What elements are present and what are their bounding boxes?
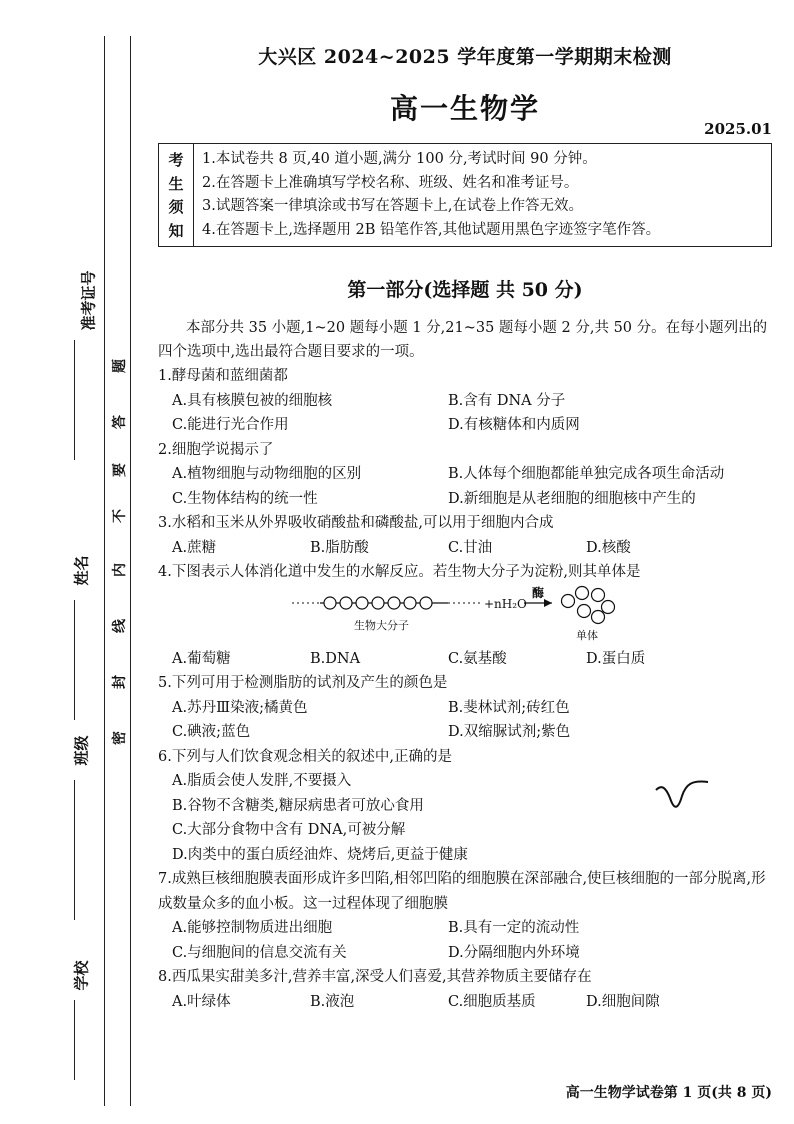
answer-option[interactable]: B.含有 DNA 分子 (448, 392, 566, 409)
seal-char: 不 (112, 509, 128, 523)
option-group (158, 696, 772, 745)
handwritten-check-mark (652, 776, 712, 816)
question-stem: 8.西瓜果实甜美多汁,营养丰富,深受人们喜爱,其营养物质主要储存在 (158, 969, 592, 985)
answer-option[interactable]: D.双缩脲试剂;紫色 (448, 724, 571, 740)
option-group (158, 647, 772, 672)
answer-option[interactable]: B.DNA (310, 650, 361, 667)
answer-option[interactable]: D.细胞间隙 (586, 993, 660, 1010)
question-stem: 3.水稻和玉米从外界吸收硝酸盐和磷酸盐,可以用于细胞内合成 (158, 515, 554, 531)
free-monomer-circle (592, 588, 605, 601)
free-monomer-circle (578, 604, 591, 617)
answer-option[interactable]: A.具有核膜包被的细胞核 (172, 392, 333, 409)
reaction-arrow-head (544, 599, 552, 607)
field-line-exam-number[interactable] (74, 340, 75, 460)
answer-option[interactable]: C.与细胞间的信息交流有关 (172, 944, 347, 961)
answer-option[interactable]: A.蔗糖 (172, 539, 217, 556)
question-stem: 4.下图表示人体消化道中发生的水解反应。若生物大分子为淀粉,则其单体是 (158, 564, 641, 580)
option-group (158, 389, 772, 438)
exam-date: 2025.01 (704, 120, 772, 138)
answer-option[interactable]: B.人体每个细胞都能单独完成各项生命活动 (448, 466, 725, 482)
question-stem: 2.细胞学说揭示了 (158, 441, 274, 458)
notice-label-char: 生 (168, 174, 184, 193)
option-group (158, 462, 772, 511)
answer-option[interactable]: C.细胞质基质 (448, 993, 536, 1010)
polymer-label: 生物大分子 (354, 618, 409, 632)
notice-label (159, 144, 194, 246)
question-stem: 5.下列可用于检测脂肪的试剂及产生的颜色是 (158, 675, 448, 691)
option-group (158, 536, 772, 561)
answer-option[interactable]: C.碘液;蓝色 (172, 724, 251, 740)
section-title: 第一部分(选择题 共 50 分) (347, 279, 583, 301)
section-intro: 本部分共 35 小题,1~20 题每小题 1 分,21~35 题每小题 2 分,共 50 分。在每小题列出的四个选项中,选出最符合题目要求的一项。 (158, 320, 768, 360)
notice-box (158, 143, 772, 247)
answer-option[interactable]: D.新细胞是从老细胞的细胞核中产生的 (448, 490, 696, 507)
polymer-monomer-circle (340, 597, 352, 609)
seal-char: 密 (112, 731, 128, 745)
notice-label-char: 考 (168, 151, 184, 170)
answer-option[interactable]: D.有核糖体和内质网 (448, 417, 580, 433)
answer-option[interactable]: D.蛋白质 (586, 650, 646, 667)
field-label-class: 班级 (72, 735, 91, 766)
seal-char: 内 (112, 563, 128, 577)
question-stem: 7.成熟巨核细胞膜表面形成许多凹陷,相邻凹陷的细胞膜在深部融合,使巨核细胞的一部分脱离,形成数量众多的血小板。这一过程体现了细胞膜 (158, 871, 766, 912)
seal-char: 答 (112, 415, 128, 429)
hydrolysis-diagram (158, 585, 772, 647)
subject-title: 高一生物学 (389, 92, 540, 125)
notice-item: 4.在答题卡上,选择题用 2B 铅笔作答,其他试题用黑色字迹签字笔作答。 (202, 221, 661, 238)
polymer-monomer-circle (324, 597, 336, 609)
field-label-exam-number: 准考证号 (79, 270, 98, 331)
free-monomer-circle (592, 610, 605, 623)
polymer-monomer-circle (420, 597, 432, 609)
answer-option[interactable]: A.能够控制物质进出细胞 (172, 920, 333, 936)
answer-option[interactable]: C.甘油 (448, 539, 493, 556)
answer-option[interactable]: B.液泡 (310, 993, 355, 1010)
binding-margin (0, 0, 140, 1124)
seal-char: 题 (112, 359, 128, 373)
answer-option[interactable]: A.叶绿体 (172, 993, 231, 1010)
notice-item: 2.在答题卡上准确填写学校名称、班级、姓名和准考证号。 (202, 174, 579, 191)
seal-char: 线 (112, 619, 128, 633)
polymer-monomer-circle (404, 597, 416, 609)
binding-line-inner (104, 36, 105, 1106)
field-label-school: 学校 (72, 960, 91, 991)
notice-items (194, 144, 771, 246)
notice-label-char: 须 (168, 198, 184, 217)
answer-option[interactable]: D.肉类中的蛋白质经油炸、烧烤后,更益于健康 (172, 846, 468, 863)
field-line-name[interactable] (74, 600, 75, 720)
page-footer: 高一生物学试卷第 1 页(共 8 页) (565, 1085, 772, 1101)
answer-option[interactable]: B.脂肪酸 (310, 539, 369, 556)
polymer-monomer-circle (356, 597, 368, 609)
notice-label-char: 知 (168, 221, 184, 240)
answer-option[interactable]: D.分隔细胞内外环境 (448, 944, 580, 961)
polymer-monomer-circle (372, 597, 384, 609)
notice-item: 1.本试卷共 8 页,40 道小题,满分 100 分,考试时间 90 分钟。 (202, 151, 597, 167)
field-line-class[interactable] (74, 780, 75, 920)
answer-option[interactable]: A.脂质会使人发胖,不要摄入 (172, 773, 352, 789)
option-group (158, 916, 772, 965)
answer-option[interactable]: C.能进行光合作用 (172, 417, 289, 433)
answer-option[interactable]: B.具有一定的流动性 (448, 920, 580, 936)
field-line-school[interactable] (74, 1000, 75, 1080)
answer-option[interactable]: B.谷物不含糖类,糖尿病患者可放心食用 (172, 797, 424, 814)
enzyme-label: 酶 (532, 585, 545, 600)
exam-page (158, 42, 772, 1014)
answer-option[interactable]: A.苏丹Ⅲ染液;橘黄色 (172, 699, 308, 716)
question-list (158, 364, 772, 1014)
seal-char: 要 (112, 463, 128, 477)
answer-option[interactable]: C.大部分食物中含有 DNA,可被分解 (172, 822, 406, 838)
question-stem: 6.下列与人们饮食观念相关的叙述中,正确的是 (158, 748, 452, 765)
hydrolysis-svg (158, 585, 772, 647)
option-group (158, 990, 772, 1015)
seal-char: 封 (112, 675, 128, 689)
free-monomer-circle (602, 600, 615, 613)
answer-option[interactable]: A.葡萄糖 (172, 650, 231, 667)
question-stem: 1.酵母菌和蓝细菌都 (158, 368, 288, 384)
free-monomer-circle (576, 586, 589, 599)
answer-option[interactable]: D.核酸 (586, 539, 631, 556)
answer-option[interactable]: B.斐林试剂;砖红色 (448, 699, 570, 716)
monomer-label: 单体 (576, 628, 598, 642)
binding-line-outer (130, 36, 131, 1106)
answer-option[interactable]: A.植物细胞与动物细胞的区别 (172, 466, 362, 482)
free-monomer-circle (562, 594, 575, 607)
polymer-monomer-circle (388, 597, 400, 609)
field-label-name: 姓名 (72, 555, 91, 586)
answer-option[interactable]: C.氨基酸 (448, 650, 507, 667)
answer-option[interactable]: C.生物体结构的统一性 (172, 490, 318, 507)
exam-title: 大兴区 2024~2025 学年度第一学期期末检测 (258, 46, 672, 68)
water-label: +nH₂O (484, 596, 527, 611)
notice-item: 3.试题答案一律填涂或书写在答题卡上,在试卷上作答无效。 (202, 198, 583, 214)
